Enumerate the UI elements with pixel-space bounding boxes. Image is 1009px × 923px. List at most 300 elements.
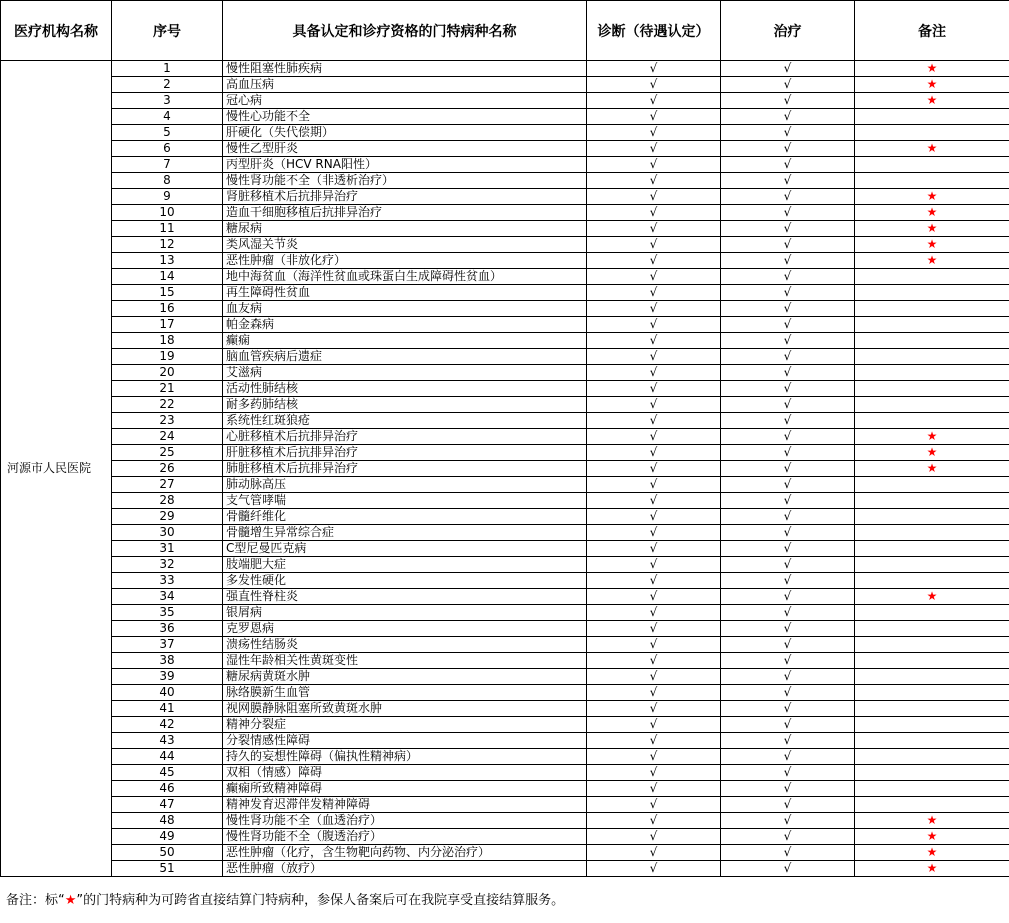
note-star: ★: [855, 237, 1009, 253]
diagnosis-check: √: [587, 573, 721, 589]
row-index: 28: [112, 493, 223, 509]
note-star: [855, 317, 1009, 333]
disease-name: 地中海贫血（海洋性贫血或珠蛋白生成障碍性贫血）: [223, 269, 587, 285]
row-index: 12: [112, 237, 223, 253]
note-star: [855, 781, 1009, 797]
row-index: 44: [112, 749, 223, 765]
table-row: [1, 669, 1009, 685]
table-row: [1, 237, 1009, 253]
treatment-check: √: [721, 445, 855, 461]
table-row: [1, 397, 1009, 413]
disease-name: 癫痫: [223, 333, 587, 349]
row-index: 20: [112, 365, 223, 381]
disease-name: 慢性肾功能不全（非透析治疗）: [223, 173, 587, 189]
disease-name: 恶性肿瘤（放疗）: [223, 861, 587, 877]
treatment-check: √: [721, 605, 855, 621]
treatment-check: √: [721, 765, 855, 781]
table-row: [1, 157, 1009, 173]
disease-name: 耐多药肺结核: [223, 397, 587, 413]
disease-name: 持久的妄想性障碍（偏执性精神病）: [223, 749, 587, 765]
note-star: ★: [855, 205, 1009, 221]
row-index: 45: [112, 765, 223, 781]
header-diagnosis: 诊断（待遇认定）: [587, 1, 721, 61]
note-star: [855, 285, 1009, 301]
disease-name: 慢性肾功能不全（腹透治疗）: [223, 829, 587, 845]
disease-name: 慢性阻塞性肺疾病: [223, 61, 587, 77]
row-index: 26: [112, 461, 223, 477]
header-hospital: 医疗机构名称: [1, 1, 112, 61]
table-row: [1, 589, 1009, 605]
note-star: [855, 573, 1009, 589]
diagnosis-check: √: [587, 813, 721, 829]
note-star: [855, 557, 1009, 573]
treatment-check: √: [721, 93, 855, 109]
diagnosis-check: √: [587, 701, 721, 717]
note-star: ★: [855, 461, 1009, 477]
row-index: 42: [112, 717, 223, 733]
disease-name: 湿性年龄相关性黄斑变性: [223, 653, 587, 669]
diagnosis-check: √: [587, 509, 721, 525]
row-index: 24: [112, 429, 223, 445]
treatment-check: √: [721, 125, 855, 141]
table-row: [1, 541, 1009, 557]
table-row: [1, 381, 1009, 397]
diagnosis-check: √: [587, 541, 721, 557]
diagnosis-check: √: [587, 173, 721, 189]
note-star: [855, 525, 1009, 541]
diagnosis-check: √: [587, 317, 721, 333]
treatment-check: √: [721, 573, 855, 589]
table-row: [1, 221, 1009, 237]
disease-name: 骨髓增生异常综合症: [223, 525, 587, 541]
disease-name: C型尼曼匹克病: [223, 541, 587, 557]
note-star: ★: [855, 253, 1009, 269]
diagnosis-check: √: [587, 61, 721, 77]
treatment-check: √: [721, 797, 855, 813]
treatment-check: √: [721, 397, 855, 413]
table-row: [1, 429, 1009, 445]
row-index: 9: [112, 189, 223, 205]
row-index: 3: [112, 93, 223, 109]
diagnosis-check: √: [587, 637, 721, 653]
disease-name: 肺动脉高压: [223, 477, 587, 493]
disease-name: 高血压病: [223, 77, 587, 93]
diagnosis-check: √: [587, 765, 721, 781]
diagnosis-check: √: [587, 221, 721, 237]
table-row: [1, 637, 1009, 653]
treatment-check: √: [721, 717, 855, 733]
disease-name: 骨髓纤维化: [223, 509, 587, 525]
diagnosis-check: √: [587, 797, 721, 813]
treatment-check: √: [721, 365, 855, 381]
table-row: [1, 653, 1009, 669]
treatment-check: √: [721, 157, 855, 173]
diagnosis-check: √: [587, 141, 721, 157]
diagnosis-check: √: [587, 861, 721, 877]
treatment-check: √: [721, 285, 855, 301]
row-index: 11: [112, 221, 223, 237]
diagnosis-check: √: [587, 461, 721, 477]
diagnosis-check: √: [587, 189, 721, 205]
disease-name: 视网膜静脉阻塞所致黄斑水肿: [223, 701, 587, 717]
disease-name: 丙型肝炎（HCV RNA阳性）: [223, 157, 587, 173]
table-row: [1, 365, 1009, 381]
note-star: [855, 701, 1009, 717]
disease-name: 造血干细胞移植后抗排异治疗: [223, 205, 587, 221]
disease-name: 癫痫所致精神障碍: [223, 781, 587, 797]
note-star: ★: [855, 445, 1009, 461]
diagnosis-check: √: [587, 333, 721, 349]
note-star: [855, 605, 1009, 621]
note-star: [855, 493, 1009, 509]
note-star: [855, 333, 1009, 349]
disease-name: 心脏移植术后抗排异治疗: [223, 429, 587, 445]
footer-prefix: 备注：标“: [6, 893, 65, 908]
treatment-check: √: [721, 493, 855, 509]
treatment-check: √: [721, 61, 855, 77]
diagnosis-check: √: [587, 589, 721, 605]
diagnosis-check: √: [587, 413, 721, 429]
diagnosis-check: √: [587, 845, 721, 861]
table-row: [1, 861, 1009, 877]
note-star: [855, 541, 1009, 557]
disease-name: 恶性肿瘤（化疗，含生物靶向药物、内分泌治疗）: [223, 845, 587, 861]
row-index: 47: [112, 797, 223, 813]
treatment-check: √: [721, 253, 855, 269]
treatment-check: √: [721, 205, 855, 221]
disease-name: 脑血管疾病后遗症: [223, 349, 587, 365]
row-index: 18: [112, 333, 223, 349]
header-index: 序号: [112, 1, 223, 61]
disease-name: 血友病: [223, 301, 587, 317]
treatment-check: √: [721, 845, 855, 861]
treatment-check: √: [721, 685, 855, 701]
row-index: 51: [112, 861, 223, 877]
row-index: 32: [112, 557, 223, 573]
table-row: [1, 317, 1009, 333]
diagnosis-check: √: [587, 77, 721, 93]
treatment-check: √: [721, 637, 855, 653]
treatment-check: √: [721, 461, 855, 477]
diagnosis-check: √: [587, 237, 721, 253]
treatment-check: √: [721, 413, 855, 429]
table-row: [1, 173, 1009, 189]
row-index: 7: [112, 157, 223, 173]
row-index: 25: [112, 445, 223, 461]
treatment-check: √: [721, 349, 855, 365]
row-index: 19: [112, 349, 223, 365]
note-star: [855, 717, 1009, 733]
note-star: ★: [855, 861, 1009, 877]
row-index: 17: [112, 317, 223, 333]
row-index: 2: [112, 77, 223, 93]
note-star: [855, 269, 1009, 285]
disease-name: 慢性肾功能不全（血透治疗）: [223, 813, 587, 829]
table-row: [1, 125, 1009, 141]
table-row: [1, 77, 1009, 93]
header-note: 备注: [855, 1, 1009, 61]
diagnosis-check: √: [587, 621, 721, 637]
note-star: [855, 109, 1009, 125]
table-row: [1, 253, 1009, 269]
row-index: 50: [112, 845, 223, 861]
disease-name: 糖尿病黄斑水肿: [223, 669, 587, 685]
note-star: [855, 173, 1009, 189]
row-index: 1: [112, 61, 223, 77]
row-index: 49: [112, 829, 223, 845]
diagnosis-check: √: [587, 685, 721, 701]
table-row: [1, 717, 1009, 733]
note-star: [855, 509, 1009, 525]
disease-name: 双相（情感）障碍: [223, 765, 587, 781]
row-index: 15: [112, 285, 223, 301]
disease-name: 肺脏移植术后抗排异治疗: [223, 461, 587, 477]
treatment-check: √: [721, 861, 855, 877]
row-index: 39: [112, 669, 223, 685]
row-index: 5: [112, 125, 223, 141]
footer-note: [6, 889, 564, 908]
table-row: [1, 413, 1009, 429]
diagnosis-check: √: [587, 301, 721, 317]
treatment-check: √: [721, 589, 855, 605]
table-row: [1, 765, 1009, 781]
table-row: [1, 845, 1009, 861]
row-index: 8: [112, 173, 223, 189]
row-index: 48: [112, 813, 223, 829]
row-index: 43: [112, 733, 223, 749]
note-star: ★: [855, 813, 1009, 829]
disease-name: 帕金森病: [223, 317, 587, 333]
note-star: [855, 413, 1009, 429]
disease-name: 克罗恩病: [223, 621, 587, 637]
diagnosis-check: √: [587, 653, 721, 669]
table-row: [1, 285, 1009, 301]
note-star: [855, 653, 1009, 669]
row-index: 46: [112, 781, 223, 797]
treatment-check: √: [721, 381, 855, 397]
row-index: 13: [112, 253, 223, 269]
diagnosis-check: √: [587, 477, 721, 493]
note-star: ★: [855, 141, 1009, 157]
table-row: [1, 781, 1009, 797]
row-index: 21: [112, 381, 223, 397]
treatment-check: √: [721, 477, 855, 493]
diagnosis-check: √: [587, 205, 721, 221]
disease-name: 强直性脊柱炎: [223, 589, 587, 605]
table-row: [1, 573, 1009, 589]
treatment-check: √: [721, 653, 855, 669]
footer-suffix: ”的门特病种为可跨省直接结算门特病种，参保人备案后可在我院享受直接结算服务。: [76, 893, 565, 908]
note-star: [855, 477, 1009, 493]
header-row: [1, 1, 1009, 61]
note-star: [855, 797, 1009, 813]
row-index: 37: [112, 637, 223, 653]
diagnosis-check: √: [587, 829, 721, 845]
table-row: [1, 621, 1009, 637]
note-star: [855, 125, 1009, 141]
row-index: 36: [112, 621, 223, 637]
treatment-check: √: [721, 429, 855, 445]
diagnosis-check: √: [587, 109, 721, 125]
disease-name: 肝脏移植术后抗排异治疗: [223, 445, 587, 461]
treatment-check: √: [721, 813, 855, 829]
note-star: [855, 685, 1009, 701]
disease-name: 肢端肥大症: [223, 557, 587, 573]
table-row: [1, 301, 1009, 317]
header-disease: 具备认定和诊疗资格的门特病种名称: [223, 1, 587, 61]
note-star: ★: [855, 845, 1009, 861]
note-star: [855, 157, 1009, 173]
row-index: 14: [112, 269, 223, 285]
diagnosis-check: √: [587, 749, 721, 765]
disease-name: 恶性肿瘤（非放化疗）: [223, 253, 587, 269]
row-index: 29: [112, 509, 223, 525]
diagnosis-check: √: [587, 253, 721, 269]
note-star: [855, 301, 1009, 317]
note-star: ★: [855, 829, 1009, 845]
diagnosis-check: √: [587, 269, 721, 285]
note-star: ★: [855, 429, 1009, 445]
disease-name: 慢性乙型肝炎: [223, 141, 587, 157]
row-index: 10: [112, 205, 223, 221]
row-index: 34: [112, 589, 223, 605]
table-row: [1, 93, 1009, 109]
diagnosis-check: √: [587, 397, 721, 413]
treatment-check: √: [721, 173, 855, 189]
disease-name: 艾滋病: [223, 365, 587, 381]
table-row: [1, 829, 1009, 845]
row-index: 22: [112, 397, 223, 413]
disease-name: 脉络膜新生血管: [223, 685, 587, 701]
note-star: ★: [855, 77, 1009, 93]
table-row: [1, 557, 1009, 573]
note-star: [855, 749, 1009, 765]
disease-name: 支气管哮喘: [223, 493, 587, 509]
diagnosis-check: √: [587, 381, 721, 397]
note-star: [855, 765, 1009, 781]
treatment-check: √: [721, 301, 855, 317]
table-row: [1, 477, 1009, 493]
row-index: 27: [112, 477, 223, 493]
disease-name: 再生障碍性贫血: [223, 285, 587, 301]
table-row: [1, 493, 1009, 509]
diagnosis-check: √: [587, 717, 721, 733]
treatment-check: √: [721, 333, 855, 349]
treatment-check: √: [721, 749, 855, 765]
disease-name: 精神发育迟滞伴发精神障碍: [223, 797, 587, 813]
treatment-check: √: [721, 141, 855, 157]
note-star: ★: [855, 93, 1009, 109]
treatment-check: √: [721, 269, 855, 285]
treatment-check: √: [721, 669, 855, 685]
header-treatment: 治疗: [721, 1, 855, 61]
treatment-check: √: [721, 541, 855, 557]
diagnosis-check: √: [587, 349, 721, 365]
note-star: ★: [855, 61, 1009, 77]
treatment-check: √: [721, 733, 855, 749]
treatment-check: √: [721, 509, 855, 525]
disease-name: 活动性肺结核: [223, 381, 587, 397]
diagnosis-check: √: [587, 445, 721, 461]
treatment-check: √: [721, 189, 855, 205]
treatment-check: √: [721, 701, 855, 717]
diagnosis-check: √: [587, 781, 721, 797]
note-star: [855, 669, 1009, 685]
table-row: [1, 269, 1009, 285]
diagnosis-check: √: [587, 733, 721, 749]
table-row: [1, 349, 1009, 365]
disease-name: 糖尿病: [223, 221, 587, 237]
table-row: [1, 749, 1009, 765]
note-star: [855, 733, 1009, 749]
table-row: [1, 813, 1009, 829]
row-index: 38: [112, 653, 223, 669]
table-row: [1, 61, 1009, 77]
table-row: [1, 189, 1009, 205]
diagnosis-check: √: [587, 157, 721, 173]
disease-name: 分裂情感性障碍: [223, 733, 587, 749]
note-star: [855, 365, 1009, 381]
row-index: 40: [112, 685, 223, 701]
disease-name: 类风湿关节炎: [223, 237, 587, 253]
note-star: ★: [855, 189, 1009, 205]
table-row: [1, 733, 1009, 749]
table-row: [1, 525, 1009, 541]
treatment-check: √: [721, 317, 855, 333]
diagnosis-check: √: [587, 525, 721, 541]
row-index: 23: [112, 413, 223, 429]
disease-name: 溃疡性结肠炎: [223, 637, 587, 653]
diagnosis-check: √: [587, 429, 721, 445]
table-row: [1, 797, 1009, 813]
note-star: [855, 397, 1009, 413]
table-row: [1, 109, 1009, 125]
disease-name: 精神分裂症: [223, 717, 587, 733]
table-row: [1, 445, 1009, 461]
row-index: 41: [112, 701, 223, 717]
treatment-check: √: [721, 781, 855, 797]
disease-name: 冠心病: [223, 93, 587, 109]
note-star: [855, 381, 1009, 397]
disease-name: 多发性硬化: [223, 573, 587, 589]
diagnosis-check: √: [587, 493, 721, 509]
table-row: [1, 141, 1009, 157]
diagnosis-check: √: [587, 605, 721, 621]
table-row: [1, 205, 1009, 221]
table-row: [1, 333, 1009, 349]
disease-name: 银屑病: [223, 605, 587, 621]
diagnosis-check: √: [587, 669, 721, 685]
treatment-check: √: [721, 829, 855, 845]
table-row: [1, 461, 1009, 477]
diagnosis-check: √: [587, 365, 721, 381]
row-index: 31: [112, 541, 223, 557]
row-index: 30: [112, 525, 223, 541]
table-body: [1, 61, 1009, 877]
table-row: [1, 685, 1009, 701]
disease-name: 慢性心功能不全: [223, 109, 587, 125]
disease-name: 系统性红斑狼疮: [223, 413, 587, 429]
diagnosis-check: √: [587, 557, 721, 573]
treatment-check: √: [721, 237, 855, 253]
diagnosis-check: √: [587, 93, 721, 109]
table-row: [1, 701, 1009, 717]
row-index: 4: [112, 109, 223, 125]
star-icon: ★: [64, 893, 77, 908]
row-index: 16: [112, 301, 223, 317]
treatment-check: √: [721, 109, 855, 125]
treatment-check: √: [721, 525, 855, 541]
